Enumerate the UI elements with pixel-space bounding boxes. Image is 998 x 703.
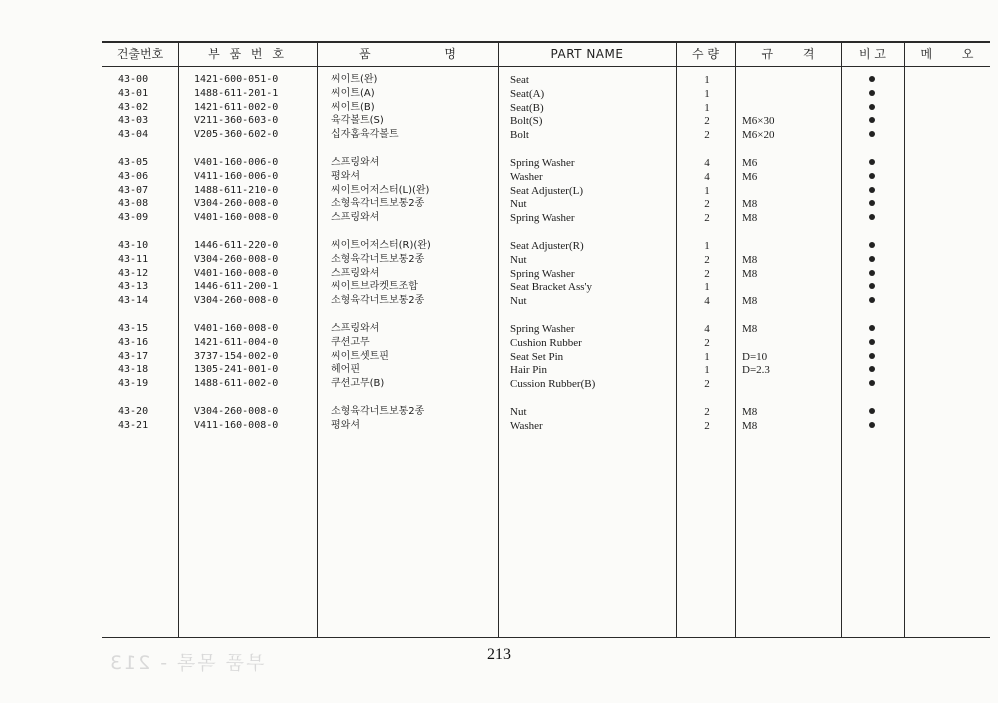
part-number: 1421-611-002-0	[194, 101, 279, 113]
part-name: Cushion Rubber	[510, 336, 582, 349]
header-remark: 비 고	[859, 47, 886, 61]
part-number: V401-160-006-0	[194, 157, 279, 168]
quantity: 1	[704, 87, 710, 100]
remark-dot-icon	[869, 297, 875, 303]
item-number: 43-02	[118, 101, 149, 113]
korean-name: 육각볼트(S)	[331, 115, 384, 127]
item-number: 43-11	[118, 253, 149, 265]
part-number: 1488-611-201-1	[194, 87, 279, 99]
korean-name: 씨이트셋트핀	[331, 350, 389, 362]
remark-dot-icon	[869, 131, 875, 137]
korean-name: 쿠션고무	[331, 336, 370, 348]
remark-dot-icon	[869, 214, 875, 220]
table-bottom-rule	[102, 637, 990, 638]
quantity: 1	[704, 101, 710, 114]
item-number: 43-00	[118, 74, 149, 85]
bleed-through-text: 부품 목록 - 213	[108, 652, 265, 674]
quantity: 4	[704, 157, 710, 169]
remark-dot-icon	[869, 90, 875, 96]
part-number: V304-260-008-0	[194, 253, 279, 265]
part-name: Nut	[510, 406, 527, 418]
part-name: Spring Washer	[510, 323, 575, 335]
korean-name: 씨이트어저스터(L)(완)	[331, 184, 430, 196]
korean-name: 쿠션고무(B)	[331, 378, 385, 390]
part-name: Nut	[510, 253, 527, 266]
item-number: 43-18	[118, 364, 149, 376]
korean-name: 스프링와셔	[331, 267, 380, 279]
header-spec: 규 격	[761, 47, 815, 61]
item-number: 43-19	[118, 378, 149, 390]
quantity: 4	[704, 323, 710, 335]
part-name: Spring Washer	[510, 157, 575, 169]
korean-name: 씨이트(A)	[331, 87, 375, 99]
remark-dot-icon	[869, 283, 875, 289]
part-number: V304-260-008-0	[194, 295, 279, 307]
part-name: Seat	[510, 74, 529, 86]
part-name: Hair Pin	[510, 364, 547, 377]
quantity: 1	[704, 184, 710, 197]
quantity: 2	[704, 267, 710, 280]
quantity: 2	[704, 406, 710, 418]
column-divider	[904, 42, 905, 638]
item-number: 43-13	[118, 281, 149, 293]
item-number: 43-08	[118, 198, 149, 210]
quantity: 1	[704, 74, 710, 86]
column-divider	[317, 42, 318, 638]
part-name: Nut	[510, 198, 527, 211]
part-number: V211-360-603-0	[194, 115, 279, 127]
korean-name: 씨이트(완)	[331, 74, 378, 85]
remark-dot-icon	[869, 242, 875, 248]
remark-dot-icon	[869, 256, 875, 262]
item-number: 43-04	[118, 129, 149, 141]
specification: M8	[742, 323, 758, 335]
specification: D=2.3	[742, 364, 770, 377]
remark-dot-icon	[869, 159, 875, 165]
specification: D=10	[742, 350, 768, 363]
specification: M8	[742, 295, 758, 308]
item-number: 43-15	[118, 323, 149, 334]
item-number: 43-06	[118, 170, 149, 182]
item-number: 43-14	[118, 295, 149, 307]
item-number: 43-21	[118, 419, 149, 431]
part-name: Bolt	[510, 129, 529, 142]
quantity: 2	[704, 253, 710, 266]
specification: M6	[742, 170, 758, 183]
specification: M8	[742, 267, 758, 280]
quantity: 1	[704, 364, 710, 377]
korean-name: 소형육각너트보통2종	[331, 253, 425, 265]
part-name: Seat Adjuster(L)	[510, 184, 584, 197]
remark-dot-icon	[869, 353, 875, 359]
specification: M8	[742, 212, 758, 225]
item-number: 43-16	[118, 336, 149, 348]
part-number: 1421-600-051-0	[194, 74, 279, 85]
item-number: 43-09	[118, 212, 149, 224]
item-number: 43-07	[118, 184, 149, 196]
column-divider	[498, 42, 499, 638]
header-bottom-rule	[102, 66, 990, 67]
item-number: 43-05	[118, 157, 149, 168]
part-name: Seat Bracket Ass'y	[510, 281, 593, 294]
specification: M8	[742, 419, 758, 432]
column-divider	[178, 42, 179, 638]
remark-dot-icon	[869, 380, 875, 386]
part-number: 1305-241-001-0	[194, 364, 279, 376]
remark-dot-icon	[869, 366, 875, 372]
korean-name: 평와셔	[331, 170, 360, 182]
remark-dot-icon	[869, 104, 875, 110]
part-number: 1446-611-200-1	[194, 281, 279, 293]
item-number: 43-17	[118, 350, 149, 362]
quantity: 2	[704, 419, 710, 432]
part-name: Cussion Rubber(B)	[510, 378, 596, 391]
remark-dot-icon	[869, 76, 875, 82]
column-divider	[841, 42, 842, 638]
part-name: Washer	[510, 170, 543, 183]
remark-dot-icon	[869, 325, 875, 331]
korean-name: 씨이트브라켓트조합	[331, 281, 418, 293]
korean-name: 소형육각너트보통2종	[331, 295, 425, 307]
part-name: Spring Washer	[510, 267, 575, 280]
remark-dot-icon	[869, 117, 875, 123]
remark-dot-icon	[869, 200, 875, 206]
korean-name: 소형육각너트보통2종	[331, 406, 425, 417]
korean-name: 씨이트어저스터(R)(완)	[331, 240, 431, 251]
item-number: 43-10	[118, 240, 149, 251]
item-number: 43-01	[118, 87, 149, 99]
korean-name: 스프링와셔	[331, 323, 380, 334]
part-number: 3737-154-002-0	[194, 350, 279, 362]
header-qty: 수 량	[692, 47, 719, 61]
korean-name: 스프링와셔	[331, 157, 380, 168]
header-name-kr: 품 명	[359, 47, 456, 61]
part-number: V401-160-008-0	[194, 323, 279, 334]
part-name: Nut	[510, 295, 527, 308]
korean-name: 십자홈육각볼트	[331, 129, 399, 141]
part-name: Seat Adjuster(R)	[510, 240, 584, 252]
header-part-name: PART NAME	[550, 47, 624, 61]
specification: M8	[742, 253, 758, 266]
item-number: 43-03	[118, 115, 149, 127]
header-no: 건출번호	[116, 47, 164, 61]
remark-dot-icon	[869, 187, 875, 193]
part-name: Spring Washer	[510, 212, 575, 225]
column-divider	[735, 42, 736, 638]
part-name: Seat(B)	[510, 101, 544, 114]
part-number: V304-260-008-0	[194, 198, 279, 210]
item-number: 43-20	[118, 406, 149, 417]
quantity: 4	[704, 295, 710, 308]
korean-name: 씨이트(B)	[331, 101, 375, 113]
remark-dot-icon	[869, 270, 875, 276]
quantity: 2	[704, 378, 710, 391]
part-number: V205-360-602-0	[194, 129, 279, 141]
specification: M6×20	[742, 129, 775, 142]
quantity: 1	[704, 350, 710, 363]
specification: M8	[742, 198, 758, 211]
korean-name: 평와셔	[331, 419, 360, 431]
item-number: 43-12	[118, 267, 149, 279]
quantity: 1	[704, 281, 710, 294]
part-number: V401-160-008-0	[194, 267, 279, 279]
header-memo: 메 오	[920, 47, 974, 61]
part-name: Bolt(S)	[510, 115, 543, 128]
korean-name: 스프링와셔	[331, 212, 380, 224]
part-name: Seat(A)	[510, 87, 545, 100]
part-number: 1446-611-220-0	[194, 240, 279, 251]
quantity: 1	[704, 240, 710, 252]
specification: M6	[742, 157, 758, 169]
part-number: V304-260-008-0	[194, 406, 279, 417]
quantity: 4	[704, 170, 710, 183]
specification: M8	[742, 406, 758, 418]
quantity: 2	[704, 198, 710, 211]
quantity: 2	[704, 212, 710, 225]
remark-dot-icon	[869, 422, 875, 428]
header-part-no: 부 품 번 호	[208, 47, 287, 61]
remark-dot-icon	[869, 408, 875, 414]
part-number: V411-160-006-0	[194, 170, 279, 182]
remark-dot-icon	[869, 339, 875, 345]
remark-dot-icon	[869, 173, 875, 179]
korean-name: 헤어핀	[331, 364, 360, 376]
korean-name: 소형육각너트보통2종	[331, 198, 425, 210]
quantity: 2	[704, 336, 710, 349]
part-name: Seat Set Pin	[510, 350, 564, 363]
part-number: 1421-611-004-0	[194, 336, 279, 348]
table-top-rule	[102, 41, 990, 43]
quantity: 2	[704, 129, 710, 142]
specification: M6×30	[742, 115, 775, 128]
part-number: V401-160-008-0	[194, 212, 279, 224]
part-number: V411-160-008-0	[194, 419, 279, 431]
part-number: 1488-611-210-0	[194, 184, 279, 196]
part-number: 1488-611-002-0	[194, 378, 279, 390]
part-name: Washer	[510, 419, 543, 432]
page-number: 213	[487, 646, 511, 663]
column-divider	[676, 42, 677, 638]
quantity: 2	[704, 115, 710, 128]
